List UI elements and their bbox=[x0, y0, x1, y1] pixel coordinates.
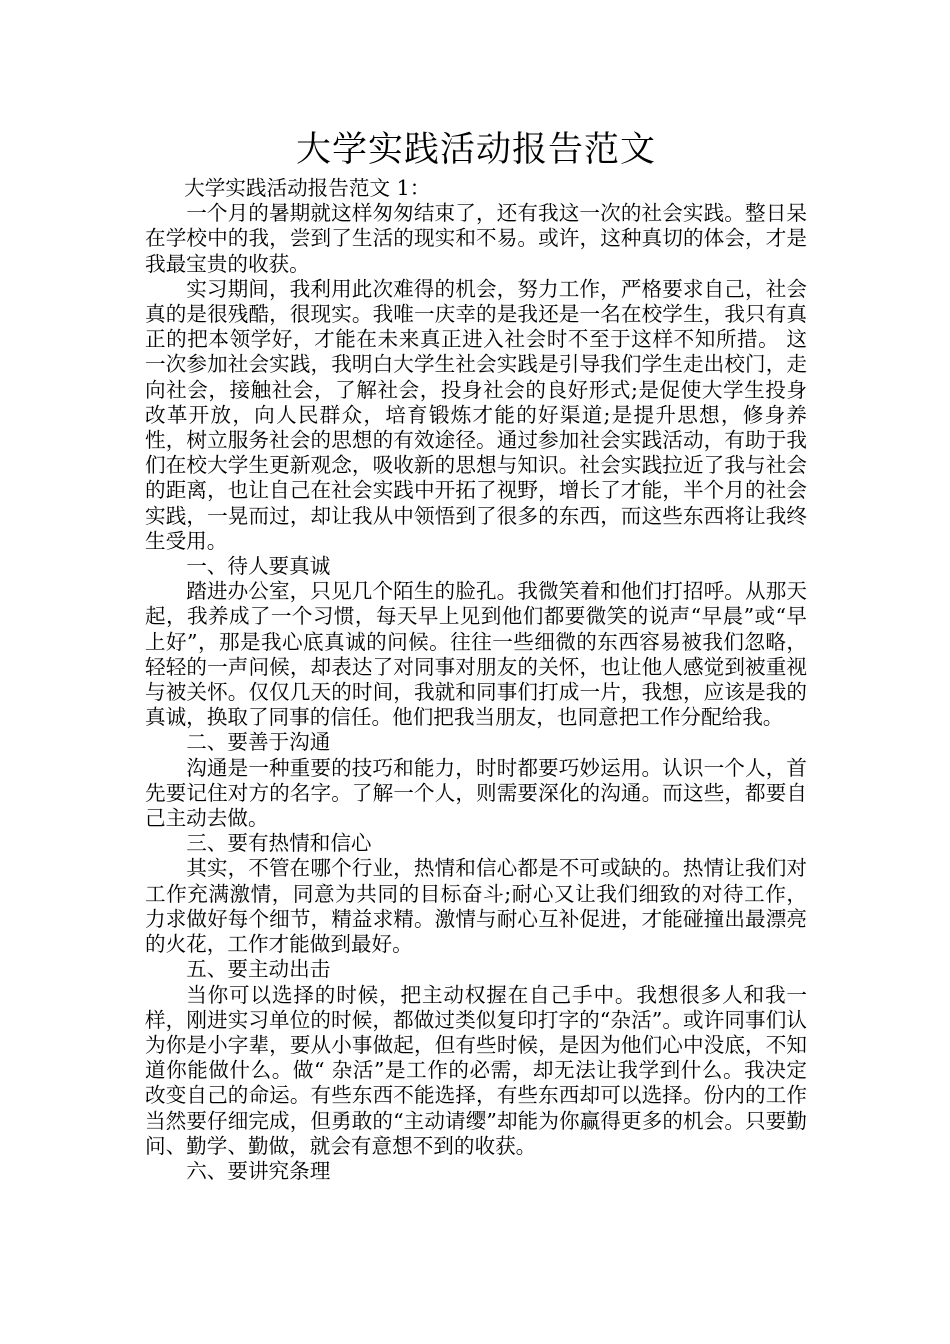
section-heading: 六、要讲究条理 bbox=[186, 1158, 331, 1183]
paragraph: 实习期间，我利用此次难得的机会，努力工作，严格要求自己，社会真的是很残酷，很现实。我唯一庆幸的是我还是一名在校学生，我只有真正的把本领学好，才能在未来真正进入社会时不至于这样不知所措。 这一次参加社会实践，我明白大学生社会实践是引导我们学生走出校门，走向社会，接触社会，了解社会，投身社会的良好形式;是促使大学生投身改革开放，向人民群众，培育锻炼才能的好渠道;是提升思想，修身养性，树立服务社会的思想的有效途径。通过参加社会实践活动，有助于我们在校大学生更新观念，吸收新的思想与知识。社会实践拉近了我与社会的距离，也让自己在社会实践中开拓了视野，增长了才能，半个月的社会实践，一晃而过，却让我从中领悟到了很多的东西，而这些东西将让我终生受用。 bbox=[145, 276, 807, 553]
section-heading: 五、要主动出击 bbox=[186, 957, 331, 982]
section-heading: 三、要有热情和信心 bbox=[186, 831, 372, 856]
document-body bbox=[145, 176, 807, 1184]
section-paragraph: 沟通是一种重要的技巧和能力，时时都要巧妙运用。认识一个人，首先要记住对方的名字。了解一个人，则需要深化的沟通。而这些，都要自己主动去做。 bbox=[145, 755, 807, 831]
intro-label: 大学实践活动报告范文 1： bbox=[184, 176, 431, 200]
section-paragraph: 当你可以选择的时候，把主动权握在自己手中。我想很多人和我一样，刚进实习单位的时候，都做过类似复印打字的“杂活”。或许同事们认为你是小字辈，要从小事做起，但有些时候，是因为他们心中没底，不知道你能做什么。做“ 杂活”是工作的必需，却无法让我学到什么。我决定改变自己的命运。有些东西不能选择，有些东西却可以选择。份内的工作当然要仔细完成，但勇敢的“主动请缨”却能为你赢得更多的机会。只要勤问、勤学、勤做，就会有意想不到的收获。 bbox=[145, 982, 807, 1158]
document-title: 大学实践活动报告范文 bbox=[295, 130, 656, 170]
section-heading: 一、待人要真诚 bbox=[186, 554, 331, 579]
section-paragraph: 踏进办公室，只见几个陌生的脸孔。我微笑着和他们打招呼。从那天起，我养成了一个习惯，每天早上见到他们都要微笑的说声“早晨”或“早上好”，那是我心底真诚的问候。往往一些细微的东西容易被我们忽略，轻轻的一声问候，却表达了对同事对朋友的关怀，也让他人感觉到被重视与被关怀。仅仅几天的时间，我就和同事们打成一片，我想，应该是我的真诚，换取了同事的信任。他们把我当朋友，也同意把工作分配给我。 bbox=[145, 579, 807, 730]
section-heading: 二、要善于沟通 bbox=[186, 730, 331, 755]
section-paragraph: 其实，不管在哪个行业，热情和信心都是不可或缺的。热情让我们对工作充满激情，同意为共同的目标奋斗;耐心又让我们细致的对待工作，力求做好每个细节，精益求精。激情与耐心互补促进，才能碰撞出最漂亮的火花，工作才能做到最好。 bbox=[145, 856, 807, 957]
paragraph: 一个月的暑期就这样匆匆结束了，还有我这一次的社会实践。整日呆在学校中的我，尝到了生活的现实和不易。或许，这种真切的体会，才是我最宝贵的收获。 bbox=[145, 201, 807, 276]
